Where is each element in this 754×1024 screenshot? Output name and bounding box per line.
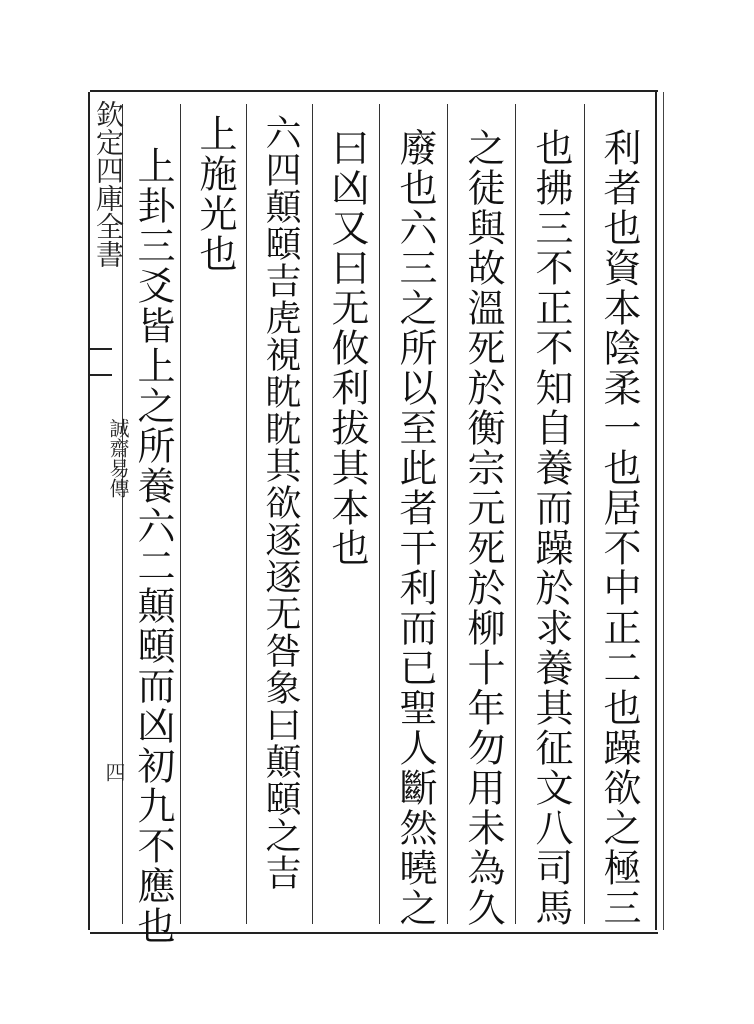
gutter-collection-title: 欽定四庫全書 <box>92 100 125 268</box>
text-column-8: 上卦三爻皆上之所養六二顛頤而凶初九不應也 <box>131 146 175 946</box>
frame-right-edge <box>655 92 664 930</box>
column-rule <box>246 104 247 924</box>
text-column-1: 利者也資本陰柔一也居不中正二也躁欲之極三 <box>597 128 641 928</box>
column-rule <box>515 104 516 924</box>
text-column-6: 六四顛頤吉虎視眈眈其欲逐逐无咎象曰顛頤之吉 <box>260 114 301 891</box>
text-column-5: 曰凶又曰无攸利拔其本也 <box>325 128 369 568</box>
gutter-page-number: 四 <box>102 762 126 782</box>
column-rule <box>180 104 181 924</box>
column-rule <box>584 104 585 924</box>
gutter-book-title: 誠齋易傳 <box>106 418 130 498</box>
column-rule <box>312 104 313 924</box>
text-column-4: 廢也六三之所以至此者干利而已聖人斷然曉之 <box>393 128 437 928</box>
text-column-7: 上施光也 <box>193 114 237 274</box>
fishtail-mark <box>90 348 112 376</box>
text-column-2: 也拂三不正不知自養而躁於求養其征文八司馬 <box>529 128 573 928</box>
text-column-3: 之徒與故溫死於衡宗元死於柳十年勿用未為久 <box>461 128 505 928</box>
column-rule <box>379 104 380 924</box>
column-rule <box>447 104 448 924</box>
